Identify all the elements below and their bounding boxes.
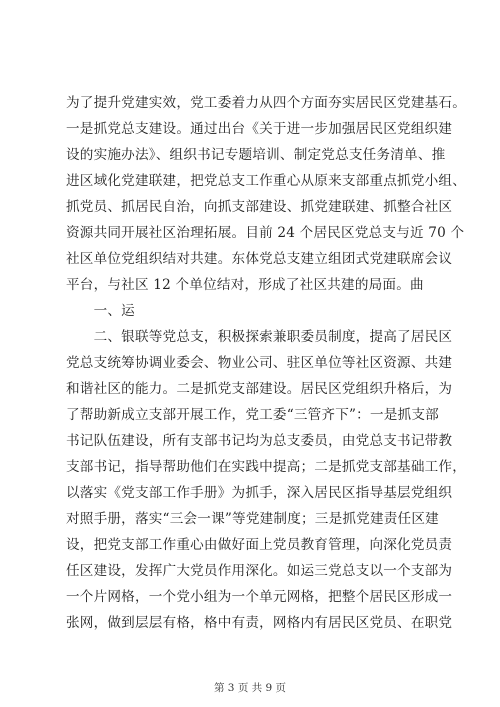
- text-line: 平台，与社区 12 个单位结对，形成了社区共建的局面。曲: [66, 277, 424, 293]
- text-line: 资源共同开展社区治理拓展。目前 24 个居民区党总支与近 70 个: [66, 225, 465, 241]
- text-line: 为了提升党建实效，党工委着力从四个方面夯实居民区党建基石。: [66, 95, 467, 111]
- text-line: 张网，做到层层有格，格中有责，网格内有居民区党员、在职党: [66, 615, 453, 631]
- text-line: 社区单位党组织结对共建。东体党总支建立组团式党建联席会议: [66, 251, 453, 267]
- text-line: 书记队伍建设，所有支部书记均为总支委员，由党总支书记带教: [66, 433, 453, 449]
- text-line: 设，把党支部工作重心由做好面上党员教育管理，向深化党员责: [66, 537, 453, 553]
- text-line: 和谐社区的能力。二是抓党支部建设。居民区党组织升格后，为: [66, 381, 453, 397]
- text-line: 设的实施办法》、组织书记专题培训、制定党总支任务清单、推: [66, 147, 446, 163]
- text-line: 支部书记，指导帮助他们在实践中提高；二是抓党支部基础工作，: [66, 459, 467, 475]
- text-line: 二、银联等党总支，积极探索兼职委员制度，提高了居民区: [66, 329, 453, 345]
- text-line: 一个片网格，一个党小组为一个单元网格，把整个居民区形成一: [66, 589, 453, 605]
- page-number-footer: 第 3 页 共 9 页: [213, 682, 287, 694]
- text-line: 以落实《党支部工作手册》为抓手，深入居民区指导基层党组织: [66, 485, 453, 501]
- text-line: 党总支统筹协调业委会、物业公司、驻区单位等社区资源、共建: [66, 355, 453, 371]
- text-line: 一是抓党总支建设。通过出台《关于进一步加强居民区党组织建: [66, 121, 453, 137]
- text-line: 了帮助新成立支部开展工作，党工委“三管齐下”：一是抓支部: [66, 407, 439, 423]
- text-line: 抓党员、抓居民自治，向抓支部建设、抓党建联建、抓整合社区: [66, 199, 453, 215]
- text-line: 进区域化党建联建，把党总支工作重心从原来支部重点抓党小组、: [66, 173, 467, 189]
- text-line: 对照手册，落实“三会一课”等党建制度；三是抓党建责任区建: [66, 511, 439, 527]
- text-line: 一、运: [66, 303, 135, 319]
- text-line: 任区建设，发挥广大党员作用深化。如运三党总支以一个支部为: [66, 563, 453, 579]
